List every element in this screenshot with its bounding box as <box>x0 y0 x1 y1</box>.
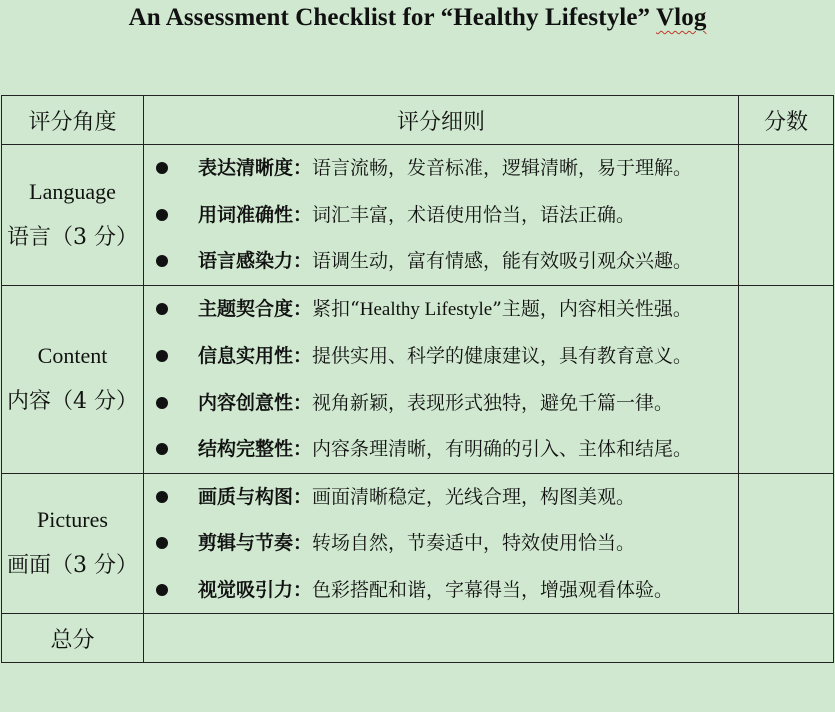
criteria-item <box>154 474 732 521</box>
section-row-content <box>2 285 834 473</box>
aspect-cell-language <box>2 145 144 286</box>
criteria-text: ”主题，内容相关性强。 <box>492 297 692 320</box>
criteria-key: 剪辑与节奏： <box>198 532 313 554</box>
criteria-key: 视觉吸引力： <box>198 578 313 601</box>
criteria-key: 表达清晰度： <box>198 157 313 179</box>
criteria-item <box>154 520 732 567</box>
criteria-item <box>154 286 732 334</box>
criteria-text: 语调生动，富有情感，能有效吸引观众兴趣。 <box>312 250 693 272</box>
header-score: 分数 <box>739 96 834 145</box>
criteria-item <box>154 145 732 192</box>
score-cell-language[interactable] <box>739 145 834 286</box>
criteria-text: 内容条理清晰，有明确的引入、主体和结尾。 <box>312 438 693 460</box>
total-label: 总分 <box>2 614 144 663</box>
criteria-text: 色彩搭配和谐，字幕得当，增强观看体验。 <box>312 578 674 601</box>
criteria-text: 视角新颖，表现形式独特，避免千篇一律。 <box>312 391 674 414</box>
bullet-icon <box>156 350 168 362</box>
score-cell-content[interactable] <box>739 285 834 473</box>
aspect-en: Content <box>37 343 108 368</box>
criteria-key: 画质与构图： <box>198 485 313 508</box>
criteria-item <box>154 426 732 473</box>
aspect-en: Pictures <box>37 507 108 533</box>
criteria-key: 结构完整性： <box>198 438 313 460</box>
bullet-icon <box>156 443 168 455</box>
aspect-cell-content <box>2 285 144 473</box>
section-row-pictures <box>2 473 834 614</box>
criteria-text: 转场自然，节奏适中，特效使用恰当。 <box>312 532 636 554</box>
criteria-text: 语言流畅，发音标准，逻辑清晰，易于理解。 <box>312 157 693 179</box>
criteria-item <box>154 567 732 614</box>
total-score-cell[interactable] <box>144 614 834 663</box>
criteria-key: 信息实用性： <box>198 345 313 367</box>
title-main: An Assessment Checklist for “Healthy Lifestyle” <box>128 4 657 31</box>
criteria-text: 紧扣“ <box>312 297 360 320</box>
bullet-icon <box>156 255 168 267</box>
criteria-item <box>154 238 732 285</box>
criteria-item <box>154 380 732 427</box>
page-title <box>0 4 835 32</box>
header-row <box>2 96 834 145</box>
bullet-icon <box>156 584 168 596</box>
criteria-text-en: Healthy Lifestyle <box>359 298 493 320</box>
title-vlog: Vlog <box>656 4 707 31</box>
header-aspect: 评分角度 <box>2 96 144 145</box>
criteria-text: 提供实用、科学的健康建议，具有教育意义。 <box>312 345 693 367</box>
bullet-icon <box>156 491 168 503</box>
criteria-text: 画面清晰稳定，光线合理，构图美观。 <box>312 485 636 508</box>
criteria-cell-language <box>144 145 739 286</box>
criteria-key: 用词准确性： <box>198 203 313 226</box>
bullet-icon <box>156 162 168 174</box>
aspect-cn: 画面（3 分） <box>7 553 138 579</box>
criteria-key: 内容创意性： <box>198 391 313 414</box>
criteria-cell-pictures <box>144 473 739 614</box>
criteria-key: 语言感染力： <box>198 250 313 272</box>
aspect-en: Language <box>29 178 116 204</box>
score-cell-pictures[interactable] <box>739 473 834 614</box>
criteria-item <box>154 192 732 239</box>
total-row <box>2 614 834 663</box>
bullet-icon <box>156 397 168 409</box>
bullet-icon <box>156 303 168 315</box>
bullet-icon <box>156 537 168 549</box>
criteria-key: 主题契合度： <box>198 297 313 320</box>
header-criteria: 评分细则 <box>144 96 739 145</box>
criteria-item <box>154 333 732 380</box>
criteria-cell-content <box>144 285 739 473</box>
aspect-cn: 语言（3 分） <box>7 224 138 250</box>
section-row-language <box>2 145 834 286</box>
bullet-icon <box>156 209 168 221</box>
aspect-cn: 内容（4 分） <box>7 389 138 414</box>
aspect-cell-pictures <box>2 473 144 614</box>
criteria-text: 词汇丰富，术语使用恰当，语法正确。 <box>312 203 636 226</box>
assessment-table <box>1 95 834 663</box>
